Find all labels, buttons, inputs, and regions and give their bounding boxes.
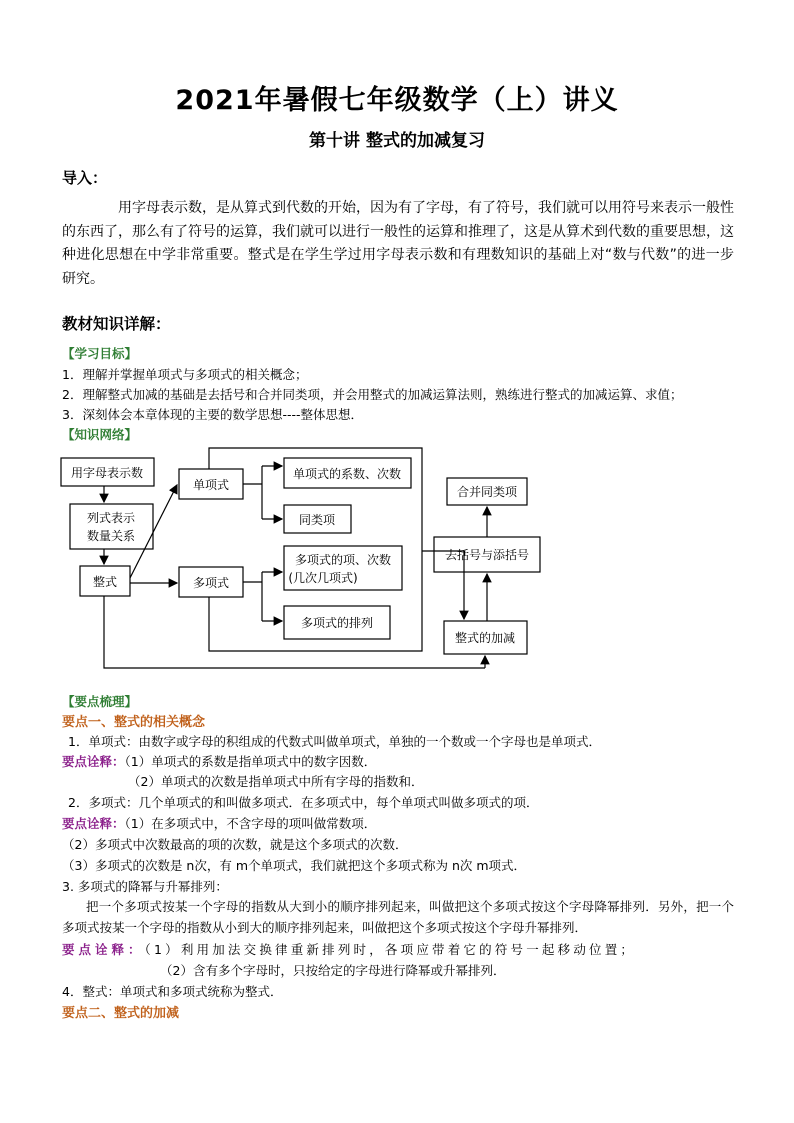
node-expr-line1: 列式表示 <box>86 511 136 525</box>
note-3-a <box>62 940 636 958</box>
lecture-subtitle: 第十讲 整式的加减复习 <box>309 131 485 151</box>
note-3-a-text: （1）利用加法交换律重新排列时，各项应带着它的符号一起移动位置； <box>144 942 637 957</box>
node-terms-line1: 多项式的项、次数 <box>294 553 392 567</box>
goal-2: 2．理解整式加减的基础是去括号和合并同类项，并会用整式的加减运算法则，熟练进行整式的加减运算、求值； <box>62 387 683 402</box>
node-zhengshi: 整式 <box>92 575 118 589</box>
node-combine: 合并同类项 <box>456 485 518 499</box>
goal-1: 1．理解并掌握单项式与多项式的相关概念； <box>62 367 308 382</box>
keypoint-2-title: 要点二、整式的加减 <box>62 1006 180 1021</box>
node-letters: 用字母表示数 <box>70 466 144 480</box>
note-label: 要点诠释： <box>62 942 145 957</box>
network-tag: 【知识网络】 <box>62 427 138 442</box>
note-1-a-text: （1）单项式的系数是指单项式中的数字因数． <box>124 754 377 769</box>
section-heading: 教材知识详解： <box>62 315 171 333</box>
keypoint-1-title: 要点一、整式的相关概念 <box>62 715 206 730</box>
goal-3: 3．深刻体会本章体现的主要的数学思想----整体思想． <box>62 407 363 422</box>
node-arrange: 多项式的排列 <box>300 616 374 630</box>
node-coef: 单项式的系数、次数 <box>292 467 402 481</box>
document-title: 2021年暑假七年级数学（上）讲义 <box>175 85 619 116</box>
note-2-b: （2）多项式中次数最高的项的次数，就是这个多项式的次数． <box>62 837 408 852</box>
note-1-b: （2）单项式的次数是指单项式中所有字母的指数和． <box>128 774 424 789</box>
note-3-b: （2）含有多个字母时，只按给定的字母进行降幂或升幂排列． <box>160 963 506 978</box>
item-2: 2．多项式：几个单项式的和叫做多项式．在多项式中，每个单项式叫做多项式的项． <box>68 795 539 810</box>
node-duoxiang: 多项式 <box>192 576 230 590</box>
node-bracket: 去括号与添括号 <box>444 548 530 562</box>
intro-paragraph: 用字母表示数，是从算式到代数的开始，因为有了字母，有了符号，我们就可以用符号来表示一般性的东西了，那么有了符号的运算，我们就可以进行一般性的运算和推理了，这是从算术到代数的重要思想，这种进化思想在中学非常重要。整式是在学生学过用字母表示数和有理数知识的基础上对“数与代数”的进一步研究。 <box>62 200 734 287</box>
note-2-a-text: （1）在多项式中，不含字母的项叫做常数项． <box>124 816 377 831</box>
note-label: 要点诠释： <box>62 754 125 769</box>
intro-heading: 导入： <box>62 169 108 187</box>
keypoints-tag: 【要点梳理】 <box>62 694 138 709</box>
item-3-text: 把一个多项式按某一个字母的指数从大到小的顺序排列起来，叫做把这个多项式按这个字母降幂排列．另外，把一个多项式按某一个字母的指数从小到大的顺序排列起来，叫做把这个多项式按这个字母升幂排列． <box>62 899 734 935</box>
item-3-title: 3. 多项式的降幂与升幂排列： <box>62 879 228 894</box>
node-addsub: 整式的加减 <box>454 631 516 645</box>
note-1-a <box>62 752 376 770</box>
note-2-c: （3）多项式的次数是 n次，有 m个单项式，我们就把这个多项式称为 n次 m项式． <box>62 858 527 873</box>
goals-tag: 【学习目标】 <box>62 346 138 361</box>
note-2-a <box>62 814 376 832</box>
node-danxiang: 单项式 <box>192 478 230 492</box>
note-label: 要点诠释： <box>62 816 125 831</box>
item-4: 4．整式：单项式和多项式统称为整式． <box>62 984 283 999</box>
node-expr-line2: 数量关系 <box>86 529 136 543</box>
item-1: 1．单项式：由数字或字母的积组成的代数式叫做单项式，单独的一个数或一个字母也是单项式． <box>68 734 601 749</box>
node-terms-line2: (几次几项式) <box>288 571 358 585</box>
node-tonglei: 同类项 <box>298 513 336 527</box>
